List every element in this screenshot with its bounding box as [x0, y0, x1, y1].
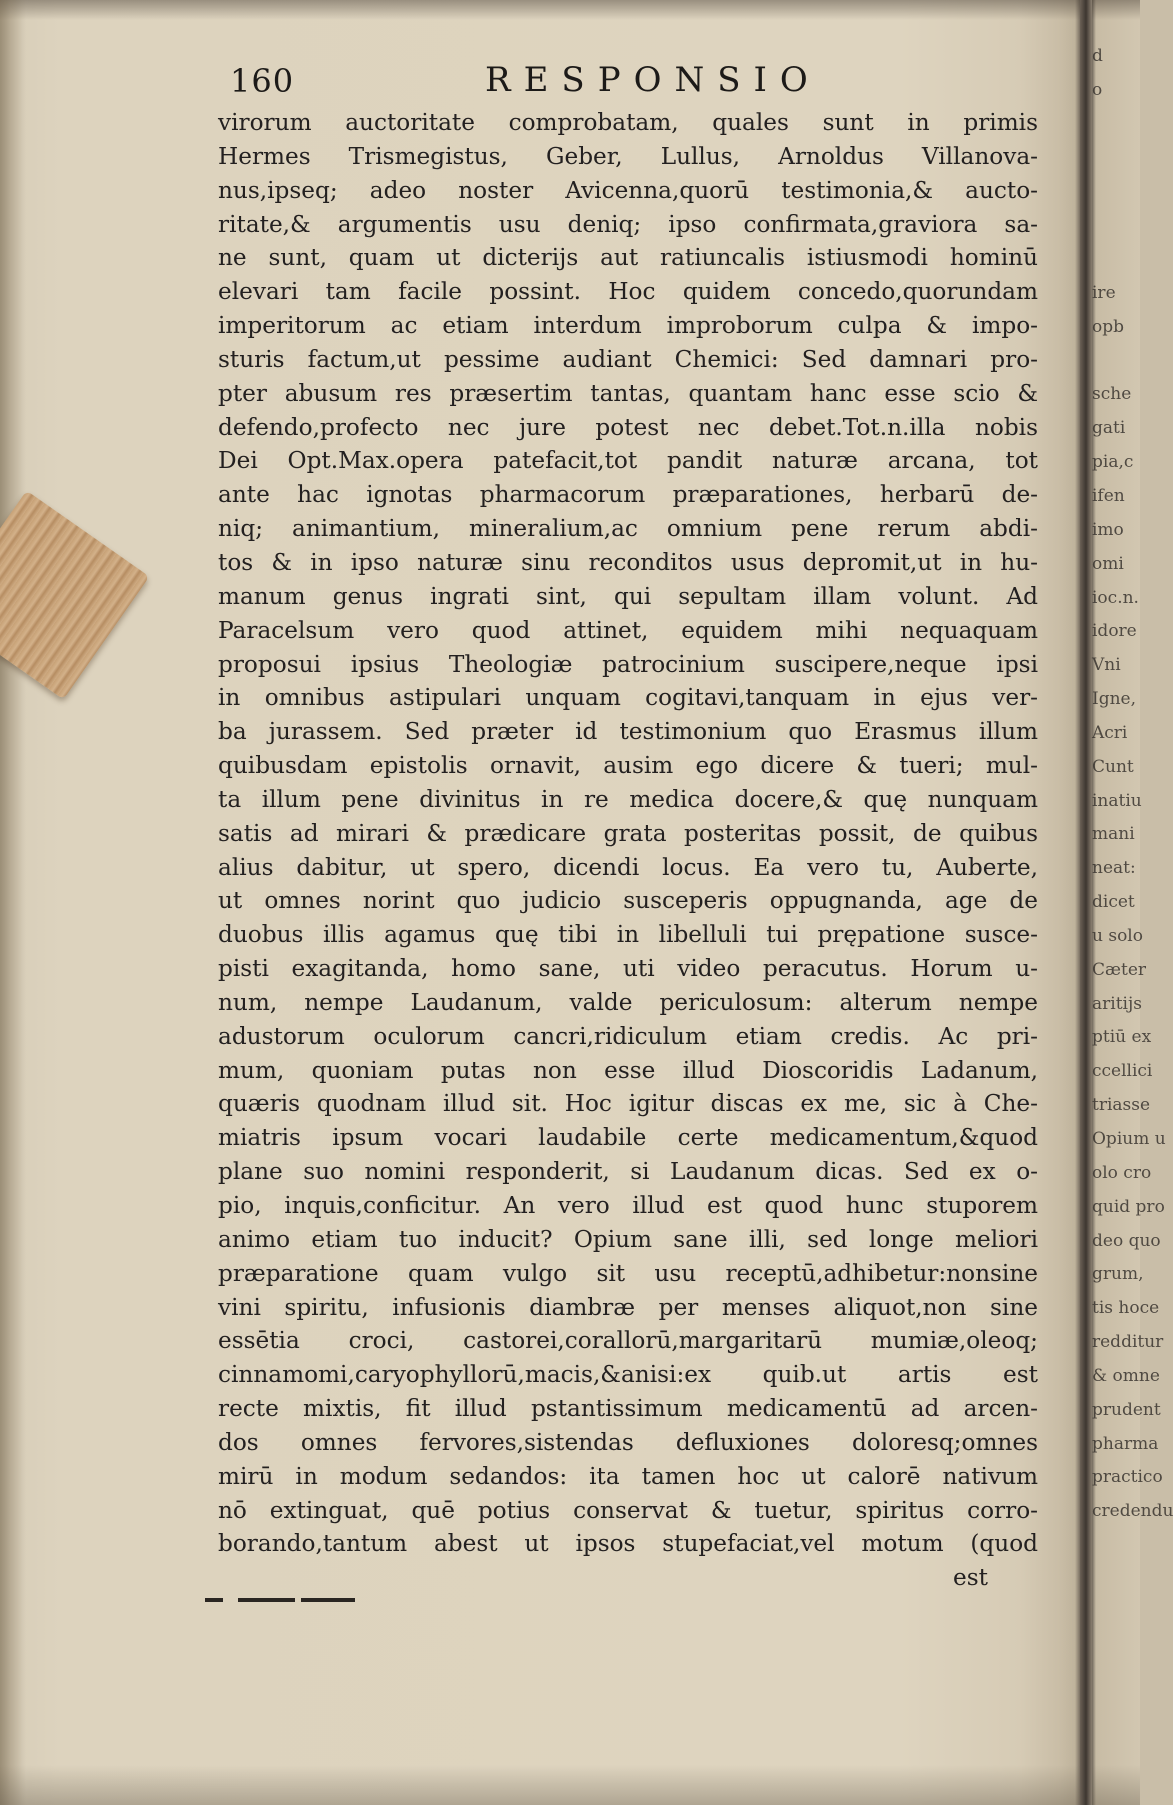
text-line: elevari tam facile possint. Hoc quidem concedo,quorundam	[218, 278, 1038, 306]
text-line: præparatione quam vulgo sit usu receptū,adhibetur:nonsine	[218, 1259, 1038, 1287]
text-line: Hermes Trismegistus, Geber, Lullus, Arnoldus Villanova-	[218, 142, 1038, 170]
facing-page-fragment-line: Opium u	[1092, 1129, 1166, 1149]
facing-page-fragment-line: deo quo	[1092, 1230, 1161, 1251]
facing-page-fragment-line: ifen	[1092, 485, 1125, 506]
facing-page-fragment-line: olo cro	[1092, 1162, 1152, 1183]
ink-rule-mark	[205, 1598, 355, 1602]
facing-page-fragment-line	[1092, 1665, 1140, 1699]
facing-page-fragment-line: u solo	[1092, 925, 1143, 946]
facing-page-fragment-line: dicet	[1092, 892, 1135, 913]
text-line: proposui ipsius Theologiæ patrocinium suscipere,neque ipsi	[218, 650, 1038, 678]
text-line: ta illum pene divinitus in re medica docere,& quę nunquam	[218, 785, 1038, 813]
text-line: recte mixtis, fit illud pstantissimum medicamentū ad arcen-	[218, 1395, 1038, 1423]
body-text-block	[218, 106, 1038, 1595]
facing-page-fragment-line	[1092, 1563, 1140, 1597]
text-line: cinnamomi,caryophyllorū,macis,&anisi:ex quib.ut artis est	[218, 1361, 1038, 1389]
text-line: miatris ipsum vocari laudabile certe medicamentum,&quod	[218, 1124, 1038, 1152]
facing-page-fragment-line	[1092, 108, 1140, 142]
facing-page-fragment-line: quid pro	[1092, 1196, 1165, 1217]
text-line: mum, quoniam putas non esse illud Dioscoridis Ladanum,	[218, 1056, 1038, 1084]
text-line: borando,tantum abest ut ipsos stupefaciat,vel motum (quod	[218, 1530, 1038, 1558]
facing-page-fragment-line: redditur	[1092, 1332, 1164, 1353]
facing-page-fragment	[1092, 40, 1173, 1760]
text-line: in omnibus astipulari unquam cogitavi,tanquam in ejus ver-	[218, 684, 1038, 712]
facing-page-fragment-line	[1092, 175, 1140, 209]
text-line: vini spiritu, infusionis diambræ per menses aliquot,non sine	[218, 1293, 1038, 1321]
top-shadow	[0, 0, 1140, 20]
facing-page-fragment-line: ioc.n.	[1092, 587, 1139, 608]
facing-page-fragment-line	[1092, 345, 1140, 379]
catchword: est	[953, 1564, 988, 1592]
facing-page-fragment-line: neat:	[1092, 858, 1136, 879]
facing-page-fragment-line	[1092, 209, 1140, 243]
facing-page-fragment-line	[1092, 243, 1140, 277]
facing-page-fragment-line: Cunt	[1092, 756, 1134, 777]
text-line: niq; animantium, mineralium,ac omnium pene rerum abdi-	[218, 515, 1038, 543]
facing-page-fragment-line	[1092, 142, 1140, 176]
running-head: RESPONSIO	[485, 60, 821, 100]
text-line: ut omnes norint quo judicio susceperis oppugnanda, age de	[218, 887, 1038, 915]
facing-page-fragment-line: Igne,	[1092, 689, 1137, 710]
text-line: defendo,profecto nec jure potest nec debet.Tot.n.illa nobis	[218, 413, 1038, 441]
text-line: quibusdam epistolis ornavit, ausim ego dicere & tueri; mul-	[218, 752, 1038, 780]
facing-page-fragment-line: mani	[1092, 824, 1135, 845]
facing-page-fragment-line: d	[1092, 46, 1103, 66]
bottom-shadow	[0, 1765, 1140, 1805]
facing-page-fragment-line: idore	[1092, 621, 1137, 642]
text-line: ne sunt, quam ut dicterijs aut ratiuncalis istiusmodi hominū	[218, 244, 1038, 272]
facing-page-fragment-line	[1092, 1631, 1140, 1665]
facing-page-fragment-line: ptiū ex	[1092, 1027, 1152, 1048]
book-gutter	[1080, 0, 1092, 1805]
facing-page-fragment-line: Cæter	[1092, 959, 1147, 980]
text-line: num, nempe Laudanum, valde periculosum: alterum nempe	[218, 988, 1038, 1016]
text-line: manum genus ingrati sint, qui sepultam illam volunt. Ad	[218, 582, 1038, 610]
text-line: duobus illis agamus quę tibi in libelluli tui prępatione susce-	[218, 921, 1038, 949]
facing-page-fragment-line: omi	[1092, 553, 1124, 574]
page-header	[230, 62, 1030, 104]
text-line: virorum auctoritate comprobatam, quales sunt in primis	[218, 109, 1038, 136]
facing-page-fragment-line: opb	[1092, 316, 1124, 337]
facing-page-fragment-line: gati	[1092, 418, 1126, 439]
text-line: tos & in ipso naturæ sinu reconditos usus depromit,ut in hu-	[218, 548, 1038, 576]
text-line: alius dabitur, ut spero, dicendi locus. Ea vero tu, Auberte,	[218, 853, 1038, 881]
facing-page-fragment-line: pia,c	[1092, 452, 1134, 473]
text-line: satis ad mirari & prædicare grata posteritas possit, de quibus	[218, 819, 1038, 847]
facing-page-fragment-line: aritijs	[1092, 993, 1142, 1014]
facing-page-fragment-line: tis hoce	[1092, 1298, 1160, 1319]
facing-page-fragment-line: practico	[1092, 1467, 1163, 1488]
text-line: pio, inquis,conficitur. An vero illud est quod hunc stuporem	[218, 1192, 1038, 1219]
text-line: mirū in modum sedandos: ita tamen hoc ut calorē nativum	[218, 1462, 1038, 1490]
text-line: animo etiam tuo inducit? Opium sane illi, sed longe meliori	[218, 1225, 1038, 1253]
facing-page-fragment-line: imo	[1092, 519, 1124, 540]
text-line: adustorum oculorum cancri,ridiculum etiam credis. Ac pri-	[218, 1022, 1038, 1050]
text-line: ba jurassem. Sed præter id testimonium quo Erasmus illum	[218, 718, 1038, 746]
facing-page-fragment-line	[1092, 1597, 1140, 1631]
facing-page-fragment-line: prudent	[1092, 1399, 1161, 1420]
text-line: nō extinguat, quē potius conservat & tuetur, spiritus corro-	[218, 1496, 1038, 1524]
left-edge-shadow	[0, 0, 26, 1805]
facing-page-fragment-line: Acri	[1092, 722, 1128, 743]
facing-page-fragment-line: & omne	[1092, 1365, 1160, 1386]
facing-page-fragment-line	[1092, 1529, 1140, 1563]
facing-page-fragment-line: credendu	[1092, 1501, 1173, 1522]
text-line: nus,ipseq; adeo noster Avicenna,quorū testimonia,& aucto-	[218, 176, 1038, 204]
facing-page-fragment-line: o	[1092, 79, 1103, 100]
facing-page-fragment-line: ccellici	[1092, 1061, 1153, 1082]
text-line: sturis factum,ut pessime audiant Chemici: Sed damnari pro-	[218, 345, 1038, 373]
text-line: Paracelsum vero quod attinet, equidem mihi nequaquam	[218, 616, 1038, 644]
facing-page-fragment-line: Vni	[1092, 655, 1121, 676]
text-line: ante hac ignotas pharmacorum præparationes, herbarū de-	[218, 481, 1038, 509]
text-line: imperitorum ac etiam interdum improborum culpa & impo-	[218, 312, 1038, 340]
facing-page-fragment-line: triasse	[1092, 1095, 1151, 1116]
text-line: quæris quodnam illud sit. Hoc igitur discas ex me, sic à Che-	[218, 1090, 1038, 1118]
page-number: 160	[230, 62, 295, 100]
wooden-page-clip-image	[0, 491, 149, 700]
facing-page-fragment-line: grum,	[1092, 1264, 1144, 1285]
text-line: plane suo nomini responderit, si Laudanum dicas. Sed ex o-	[218, 1158, 1038, 1186]
facing-page-fragment-line: ire	[1092, 282, 1116, 303]
text-line: Dei Opt.Max.opera patefacit,tot pandit naturæ arcana, tot	[218, 447, 1038, 475]
facing-page-fragment-line: sche	[1092, 384, 1132, 405]
text-line: ritate,& argumentis usu deniq; ipso confirmata,graviora sa-	[218, 210, 1038, 238]
text-line: pisti exagitanda, homo sane, uti video peracutus. Horum u-	[218, 955, 1038, 983]
text-line: essētia croci, castorei,corallorū,margaritarū mumiæ,oleoq;	[218, 1327, 1038, 1355]
facing-page-fragment-line: pharma	[1092, 1433, 1159, 1454]
facing-page-fragment-line: inatiu	[1092, 790, 1142, 811]
text-line: pter abusum res præsertim tantas, quantam hanc esse scio &	[218, 379, 1038, 407]
text-line: dos omnes fervores,sistendas defluxiones doloresq;omnes	[218, 1428, 1038, 1456]
